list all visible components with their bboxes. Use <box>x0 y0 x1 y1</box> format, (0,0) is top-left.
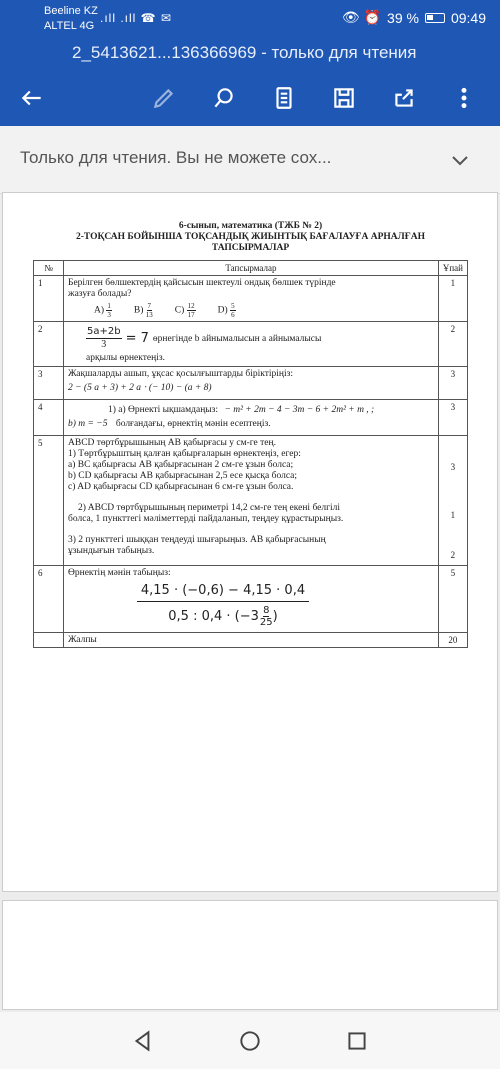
task1-line2: жазуға болады? <box>68 289 132 299</box>
battery-percent: 39 % <box>387 9 419 26</box>
toolbar <box>0 70 500 126</box>
task-points: 1 <box>438 276 467 322</box>
task3-expression: 2 − (5 a + 3) + 2 a ⋅ (− 10) − (a + 8) <box>68 383 212 393</box>
task-text <box>64 276 439 322</box>
task2-eq: = 7 <box>125 331 149 346</box>
task-num: 6 <box>34 566 64 633</box>
total-label: Жалпы <box>64 633 439 648</box>
table-row <box>34 322 468 367</box>
task3-line1: Жақшаларды ашып, ұқсас қосылғыштарды біріктіріңіз: <box>68 369 294 379</box>
task6-numerator: 4,15 · (−0,6) − 4,15 · 0,4 <box>137 583 309 602</box>
header-points: Ұпай <box>438 261 467 276</box>
header-task: Тапсырмалар <box>64 261 439 276</box>
tasks-table <box>33 260 468 648</box>
task2-fraction: $\frac{5a+2b}{3}$ <box>87 326 121 350</box>
task5-line3: a) BC қабырғасы AB қабырғасынан 2 см-ге ұзын болса; <box>68 460 294 470</box>
back-arrow-icon[interactable] <box>14 80 50 116</box>
task5-line2: 1) Төртбұрыштың қалған қабырғаларын өрнектеңіз, егер: <box>68 449 301 459</box>
option-d: D) $\frac{5}{6}$ <box>217 302 235 319</box>
eye-alarm-icon: 👁 ⏰ <box>341 9 382 25</box>
task-text <box>64 400 439 436</box>
document-content <box>33 221 468 648</box>
task-num: 3 <box>34 367 64 400</box>
read-only-banner[interactable] <box>0 126 500 194</box>
total-row <box>34 633 468 648</box>
task2-text: өрнегінде b айнымалысын a айнымалысы <box>152 333 322 344</box>
task5-line9: ұзындығын табыңыз. <box>68 546 155 556</box>
task1-options <box>68 302 434 319</box>
search-icon[interactable] <box>206 80 242 116</box>
task4-expression: − m² + 2m − 4 − 3m − 6 + 2m² + m , ; <box>224 405 375 415</box>
task5-points-3: 2 <box>450 550 456 560</box>
total-points: 20 <box>438 633 467 648</box>
navigation-bar <box>0 1012 500 1069</box>
battery-icon <box>425 13 445 23</box>
table-row <box>34 566 468 633</box>
header-num: № <box>34 261 64 276</box>
option-b: B) $\frac{7}{13}$ <box>133 302 153 319</box>
network-type: ALTEL 4G <box>44 20 95 32</box>
task4-line1a: 1) a) Өрнекті ықшамдаңыз: <box>108 405 219 415</box>
task5-line4: b) CD қабырғасы AB қабырғасынан 2,5 есе қысқа болса; <box>68 471 298 481</box>
reading-view-icon[interactable] <box>266 80 302 116</box>
task-points: 2 <box>438 322 467 367</box>
task-text <box>64 436 439 566</box>
task-points: 5 <box>438 566 467 633</box>
edit-pencil-icon[interactable] <box>146 80 182 116</box>
task-num: 4 <box>34 400 64 436</box>
signal-icon: .ıll .ıll ☎ ✉ <box>100 11 173 25</box>
back-triangle-icon[interactable] <box>130 1028 156 1054</box>
option-a: A) $\frac{1}{3}$ <box>94 302 111 319</box>
task-text <box>64 367 439 400</box>
task5-line8: 3) 2 пункттегі шыққан теңдеуді шығарыңыз. AB қабырғасының <box>68 535 326 545</box>
task-text <box>64 322 439 367</box>
task-num: 2 <box>34 322 64 367</box>
table-row <box>34 436 468 566</box>
table-row <box>34 367 468 400</box>
task5-points-2: 1 <box>450 510 456 520</box>
recents-square-icon[interactable] <box>344 1028 370 1054</box>
status-right <box>342 9 486 26</box>
share-icon[interactable] <box>386 80 422 116</box>
doc-title-line1: 6-сынып, математика (ТЖБ № 2) <box>178 221 323 231</box>
task2-line2: арқылы өрнектеңіз. <box>86 353 165 363</box>
option-c: C) $\frac{12}{17}$ <box>174 302 195 319</box>
task-text <box>64 566 439 633</box>
read-only-text: Только для чтения. Вы не можете сох... <box>20 148 332 167</box>
task-points: 3 <box>438 367 467 400</box>
carrier-name: Beeline KZ <box>44 5 98 17</box>
task5-line5: c) AD қабырғасы CD қабырғасынан 6 см-ге ұзын болса. <box>68 482 294 492</box>
carrier-info <box>44 4 98 34</box>
task4-line2a: b) m = −5 <box>68 419 108 429</box>
table-row <box>34 276 468 322</box>
task-num: 1 <box>34 276 64 322</box>
task6-fraction <box>128 583 318 628</box>
task5-line1: ABCD төртбұрышының AB қабырғасы y см-ге тең. <box>68 438 276 448</box>
document-title: 2_5413621...136366969 - только для чтения <box>0 38 500 70</box>
status-bar <box>0 0 500 38</box>
table-row <box>34 400 468 436</box>
save-icon[interactable] <box>326 80 362 116</box>
clock: 09:49 <box>450 9 486 26</box>
task-num: 5 <box>34 436 64 566</box>
doc-title-line2: 2-ТОҚСАН БОЙЫНША ТОҚСАНДЫҚ ЖИЫНТЫҚ БАҒАЛАУҒА АРНАЛҒАН <box>75 232 426 242</box>
chevron-down-icon[interactable] <box>448 148 472 172</box>
task5-points-1: 3 <box>450 462 456 472</box>
task5-line6: 2) ABCD төртбұрышының периметрі 14,2 см-ге тең екені белгілі <box>78 503 341 513</box>
task4-line2b: болғандағы, өрнектің мәнін есептеңіз. <box>115 419 271 429</box>
home-circle-icon[interactable] <box>237 1028 263 1054</box>
task-points: 3 <box>438 400 467 436</box>
document-page[interactable] <box>2 192 498 892</box>
task6-denominator: 0,5 : 0,4 · (−3 $\frac{8}{25}$ ) <box>168 605 278 628</box>
table-header-row <box>34 261 468 276</box>
task1-line1: Берілген бөлшектердің қайсысын шектеулі ондық бөлшек түрінде <box>68 278 336 288</box>
task5-points <box>438 436 467 566</box>
more-icon[interactable] <box>446 80 482 116</box>
next-page[interactable] <box>2 900 498 1010</box>
task6-line1: Өрнектің мәнін табыңыз: <box>68 568 171 578</box>
task5-line7: болса, 1 пункттегі мәліметтерді пайдаланып, теңдеу құрастырыңыз. <box>68 514 344 524</box>
doc-title-line3: ТАПСЫРМАЛАР <box>211 243 290 253</box>
